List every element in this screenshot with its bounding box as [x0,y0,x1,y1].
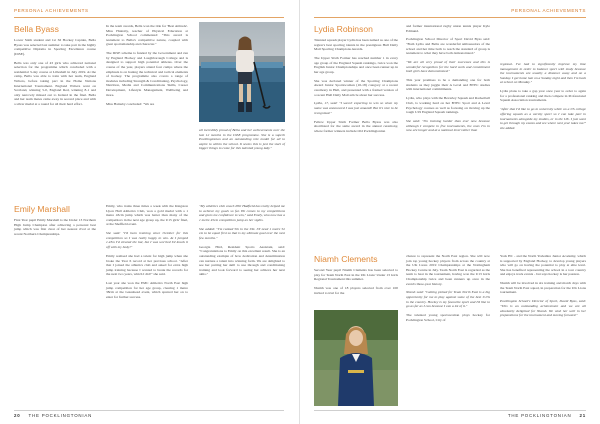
niamh-column-1 [314,268,398,300]
emily-paragraph: Emily realised she had a talent for high jump when she broke the Year 6 record at her previous school. "After that I joined the athletics club and asked for extra high jump training because I wanted to break the records for the next two years, which I did!" she said. [106,253,188,277]
right-section-header: PERSONAL ACHIEVEMENTS [511,8,586,13]
left-page-number: 20 [14,413,21,418]
emily-quote: She added: "I'm ranked 5th in the UK. I'll need 1 metre 52 cm to be equal first so that is my ultimate goal over the next few months." [199,226,285,240]
niamh-paragraph: Niamh was one of 18 players selected from over 100 invited to trial for the [314,286,398,295]
left-footer [14,413,92,423]
bella-column-2 [106,24,188,110]
niamh-column-2 [406,254,490,327]
right-publication-title: THE POCKLINGTONIAN [507,413,572,418]
right-page [300,0,600,424]
lydia-quote: She said: "I'm training harder than ever now because although I compete in five tournaments, the ones I'm in now are longer and at a national level rather than [406,118,490,133]
niamh-paragraph: The talented young sportswoman plays hockey for Pocklington School, City of [406,313,490,322]
niamh-quote: Pocklington School's Director of Sport, David Byas, said: "This is an outstanding achievement and we are all absolutely delighted for Niamh. We wish her well in her preparations for the tournament and moving forward." [500,299,586,318]
niamh-paragraph: Niamh will be involved in six training and match days with the Team North East squad, in preparation for the UK Lions tournament. [500,281,586,295]
lydia-quote: regional. I've had to significantly improve my time management in order to balance sport with study because the tournaments are usually a distance away and on a Sunday. I get home late on a Sunday night and then I'm back at school on Monday." [500,62,586,85]
niamh-quote: Niamh said: "Getting picked for Team North East is a big opportunity for me to play against some of the best U13s in the country. Hockey is my favourite sport and I'd like to go as far as I can because I can a lot of it." [406,290,490,309]
bella-column-1 [14,38,96,111]
lydia-paragraph: Lydia plans to take a gap year once year to order to again for a professional ranking and then compete in Professional Squash Association tournaments. [500,89,586,103]
bella-quote: all incredibly proud of Bella and her achievements over the last 12 months in the DiSE programme. She is a superb Pocklingtonian and an outstanding role model for all to aspire to within the school. It seems this is just the start of bigger things to come for this talented young lady." [199,128,285,151]
emily-column-2 [106,204,188,304]
emily-paragraph: First Year pupil Emily Marshall is the Under 13 Northern High Jump Champion after achieving a personal best jump which was first clear of her nearest rival at the recent Northern Championships. [14,218,96,236]
bella-paragraph: In the team awards, Bella won the title for 'Best Attitude'. Miss Hainsby, teacher of Physical Education at Pocklington School commented: "This award is testament to Bella's competitive nature, coupled with great sportsmanship and character." [106,24,188,47]
bella-paragraph: Bella was only one of 43 girls who achieved national selection for the programme which concluded with a residential 3-day course at Lilleshall in July 2019. At the camp, Bella was able to train with her team, England Writers, before taking part in the Home Nations International Tournament. England Writers went on Scotland, winning 5-0, England Red, winning 8-1 and only narrowly missed out to Ireland in the final. Bella and her team mates came away in second place and with a silver medal at a round for all their hard effort. [14,60,96,107]
emily-paragraph: Georgia Hird, Resident Sports Assistant, said: "Congratulations to Emily on this excellent result. She is an outstanding example of how dedication and determination can nurture a talent into winning form. We are delighted to see her putting her skill to use through and conditioning training and look forward to seeing her achieve her next aims." [199,244,285,277]
niamh-column-3 [500,254,586,322]
bella-paragraph: Miss Hainsby concluded: "We are [106,101,155,106]
lydia-quote: Lydia, 17, said: "I wasn't expecting to win so when my name was announced I was just amazed! But it's nice to be recognised." [314,101,398,115]
lydia-paragraph: This year promises to be a demanding one for both students as they juggle their A Level and BTEC studies with international commitments. [406,78,490,92]
lydia-quote: "We are all very proud of their successes and this is wonderful recognition for the hard work and commitment both girls have demonstrated." [406,60,490,74]
left-header-rule [14,17,284,18]
lydia-paragraph: She was declared winner of the Sporting Champions Award Junior Sportswoman (16-18) category at a recent ceremony in Hull, and presented with a framed version of a recent Hull Daily Mail article about her success. [314,78,398,97]
bella-column-3 [199,128,285,155]
niamh-paragraph: chance to represent the North East region. She will now join top young hockey players from across the country at the UK Lions 2019 Championships at the Nottingham Hockey Centre in July. Team North East is regarded as the team to beat in the tournament, having won the U13 Girls Championship twice and been runners up once in the event's three-year history. [406,254,490,286]
niamh-paragraph: York HC - and the North Yorkshire Junior Academy, which is supported by England Hockey, to develop young players who will go on having the potential to play at elite level. She has benefited representing the school in a tour country and enjoys track events - but says hockey is her passion. [500,254,586,277]
emily-heading: Emily Marshall [14,204,70,214]
bella-heading: Bella Byass [14,24,59,34]
lydia-column-1 [314,38,398,138]
niamh-photo [314,310,398,406]
lydia-column-3 [500,62,586,135]
emily-column-3 [199,204,285,281]
right-page-number: 21 [579,413,586,418]
bella-photo-image [199,22,285,122]
lydia-paragraph: Lydia, who plays with the Beverley Squash and Racketball Club, is working hard on her BTEC Sport and A Level Psychology courses as well as focusing on moving up the tough U19 England Squash rankings. [406,96,490,115]
bella-paragraph: Lower Sixth student and 1st XI Hockey Captain, Bella Byass was selected last summer to take part in the highly competitive Diploma in Sporting Excellence course (DiSE). [14,38,96,56]
right-footer-rule [314,410,586,411]
lydia-paragraph: The Upper Sixth Former has reached number 1 in every age group of the England Squash rankings, twice won the English Junior Championships and once been runner up in her age group. [314,56,398,74]
right-footer [508,413,586,423]
niamh-photo-image [314,310,398,406]
niamh-heading: Niamh Clements [314,254,378,264]
emily-quote: "My athletics club coach Phil Hadfield has really helped me to achieve my goals so far. He comes to my competitions and gives me confidence to win," said Emily, who now has a 1 metre 45cm competition jump as her sights. [199,204,285,222]
emily-column-1 [14,218,96,241]
niamh-paragraph: Second Year pupil Niamh Clements has been selected to play for Team North East in the UK Lions' Under 13 Girls Regional Tournament this summer. [314,268,398,282]
emily-paragraph: Last year she won the EMC Athletics North East high jump competition for her age group, clearing 1 metre 38cm at the Gateshead event, which spurred her on to enter for further success. [106,281,188,299]
lydia-heading: Lydia Robinson [314,24,373,34]
right-header-rule [314,17,586,18]
emily-quote: She said: "I'd been training since October for this competition so I was really happy to win. At I jumped 1.43m I'd cleared the bar, but I was worried I'd knock it off with my body!" [106,231,188,250]
left-publication-title: THE POCKLINGTONIAN [28,413,93,418]
lydia-paragraph: Talented squash player Lydia has been named as one of the region's best sporting talents in the prestigious Hull Daily Mail Sporting Champions Awards. [314,38,398,52]
lydia-quote: "After that I'd like to go to university while on a US college offering squash as a varsity sport so I can take part in tournaments alongside my studies, or in the UK. I just want to get through my exams and see where next year takes me!" she added. [500,107,586,130]
emily-paragraph: Emily, who trains three times a week with the Kingston Upon Hull Athletics Club, won a gold medal with a 1 metre 43cm jump which was better than many of the competitors in the next age group up, the U15 girls' final, at the Sheffield event. [106,204,188,227]
left-footer-rule [14,410,284,411]
bella-photo [199,22,285,122]
lydia-paragraph: Fellow Upper Sixth Former Bella Byass was also shortlisted for the same award in the annual ceremony, where former winners include Old Pocklingtonian [314,119,398,133]
bella-paragraph: The DiSE scheme is funded by the Government and run by England Hockey and Loughborough College and is designed to support high potential athletes. Over the course of the year, players attend four camps where the emphasis is on honing the technical and tactical elements of hockey. The programme also covers a range of modules including Strength & Conditioning, Psychology, Nutrition, Media and Communications Skills, Career Development, Lifestyle Management, Wellbeing and more. [106,51,188,97]
lydia-paragraph: and former international rugby union tennis player Kyle Edmund. [406,24,490,33]
lydia-column-2 [406,24,490,137]
left-section-header: PERSONAL ACHIEVEMENTS [14,8,89,13]
lydia-paragraph: Pocklington School Director of Sport David Byas said: "Both Lydia and Bella are wonderful ambassadors of the school and her time both to reach the standard of group is testament to what they have both demonstrated." [406,37,490,56]
